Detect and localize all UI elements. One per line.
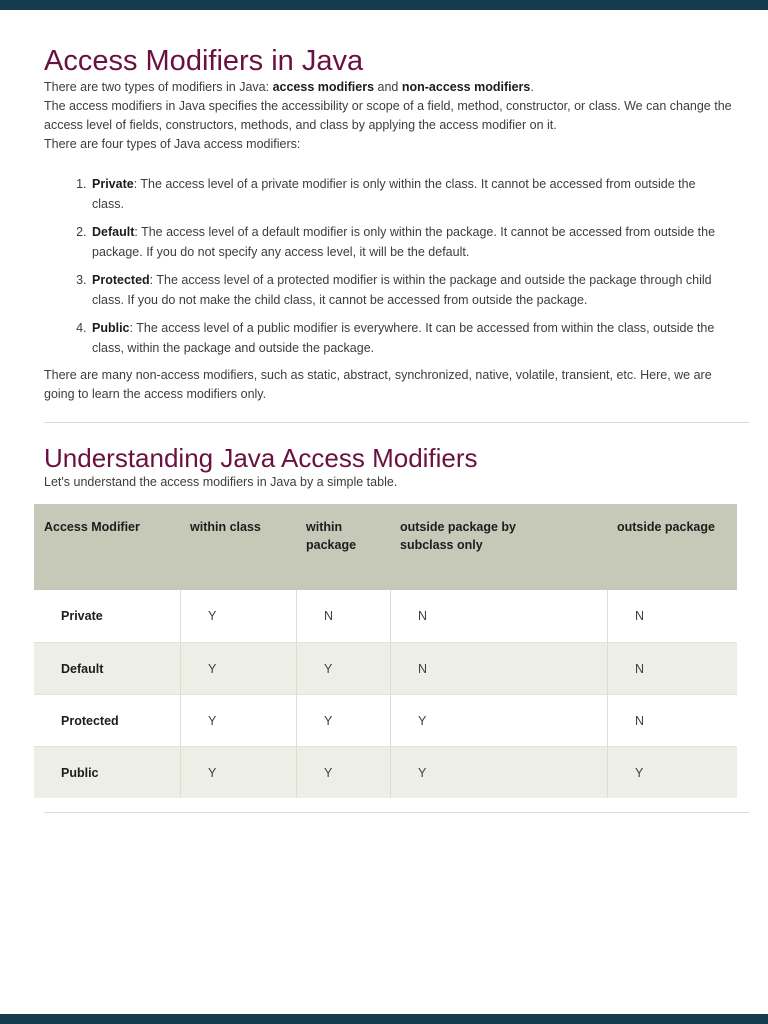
paragraph-modifier-types (44, 78, 735, 97)
cell-value: Y (390, 746, 607, 798)
term-private: Private (92, 177, 134, 191)
cell-value: Y (607, 746, 737, 798)
text-run: . (530, 80, 534, 94)
column-header-outside-package-subclass (390, 504, 607, 590)
text-run: There are two types of modifiers in Java: (44, 80, 273, 94)
cell-value: Y (180, 746, 296, 798)
section-divider (44, 422, 749, 423)
access-modifier-table (34, 504, 737, 798)
list-item-public (90, 318, 728, 358)
paragraph-scope: The access modifiers in Java specifies the accessibility or scope of a field, method, constructor, or class. We can change the access level of fields, constructors, methods, and class by applying the access modifier on it. (44, 99, 732, 132)
row-label: Private (34, 590, 180, 642)
cell-value: N (607, 642, 737, 694)
bold-non-access-modifiers: non-access modifiers (401, 80, 531, 94)
cell-value: N (390, 590, 607, 642)
table-header-row (34, 504, 737, 590)
term-default: Default (92, 225, 135, 239)
desc-protected: : The access level of a protected modifier is within the package and outside the package through child class. If you do not make the child class, it cannot be accessed from outside the package. (92, 273, 712, 307)
page-bottom-edge-bar (0, 1014, 768, 1024)
cell-value: Y (180, 694, 296, 746)
desc-private: : The access level of a private modifier is only within the class. It cannot be accessed from outside the class. (92, 177, 696, 211)
cell-value: Y (296, 746, 390, 798)
column-header-text: outside package by subclass only (400, 520, 517, 552)
section-divider (44, 812, 749, 813)
table-row-public (34, 746, 737, 798)
column-header-access-modifier: Access Modifier (34, 504, 180, 590)
access-modifier-list (90, 174, 728, 358)
section-title-access-modifiers: Access Modifiers in Java (44, 45, 364, 77)
bold-access-modifiers: access modifiers (272, 80, 375, 94)
table-row-default (34, 642, 737, 694)
table-header (34, 504, 737, 590)
cell-value: Y (390, 694, 607, 746)
list-item-default (90, 222, 728, 262)
term-protected: Protected (92, 273, 150, 287)
cell-value: N (607, 590, 737, 642)
cell-value: Y (296, 642, 390, 694)
row-label: Public (34, 746, 180, 798)
column-header-within-package: within package (296, 504, 390, 590)
desc-default: : The access level of a default modifier is only within the package. It cannot be accessed from outside the package. If you do not specify any access level, it will be the default. (92, 225, 716, 259)
row-label: Protected (34, 694, 180, 746)
table-row-protected (34, 694, 737, 746)
cell-value: Y (296, 694, 390, 746)
text-run: and (374, 80, 402, 94)
cell-value: Y (180, 642, 296, 694)
column-header-within-class: within class (180, 504, 296, 590)
section-title-understanding: Understanding Java Access Modifiers (44, 443, 478, 473)
paragraph-non-access: There are many non-access modifiers, such as static, abstract, synchronized, native, volatile, transient, etc. Here, we are going to learn the access modifiers only. (44, 368, 712, 401)
term-public: Public (92, 321, 130, 335)
list-item-protected (90, 270, 728, 310)
list-item-private (90, 174, 728, 214)
column-header-outside-package: outside package (607, 504, 737, 590)
paragraph-table-intro: Let's understand the access modifiers in Java by a simple table. (44, 475, 398, 489)
table-body (34, 590, 737, 798)
cell-value: N (390, 642, 607, 694)
paragraph-four-types: There are four types of Java access modifiers: (44, 137, 301, 151)
cell-value: Y (180, 590, 296, 642)
desc-public: : The access level of a public modifier is everywhere. It can be accessed from within the class, outside the class, within the package and outside the package. (92, 321, 715, 355)
table-row-private (34, 590, 737, 642)
row-label: Default (34, 642, 180, 694)
page-top-edge-bar (0, 0, 768, 10)
cell-value: N (296, 590, 390, 642)
cell-value: N (607, 694, 737, 746)
